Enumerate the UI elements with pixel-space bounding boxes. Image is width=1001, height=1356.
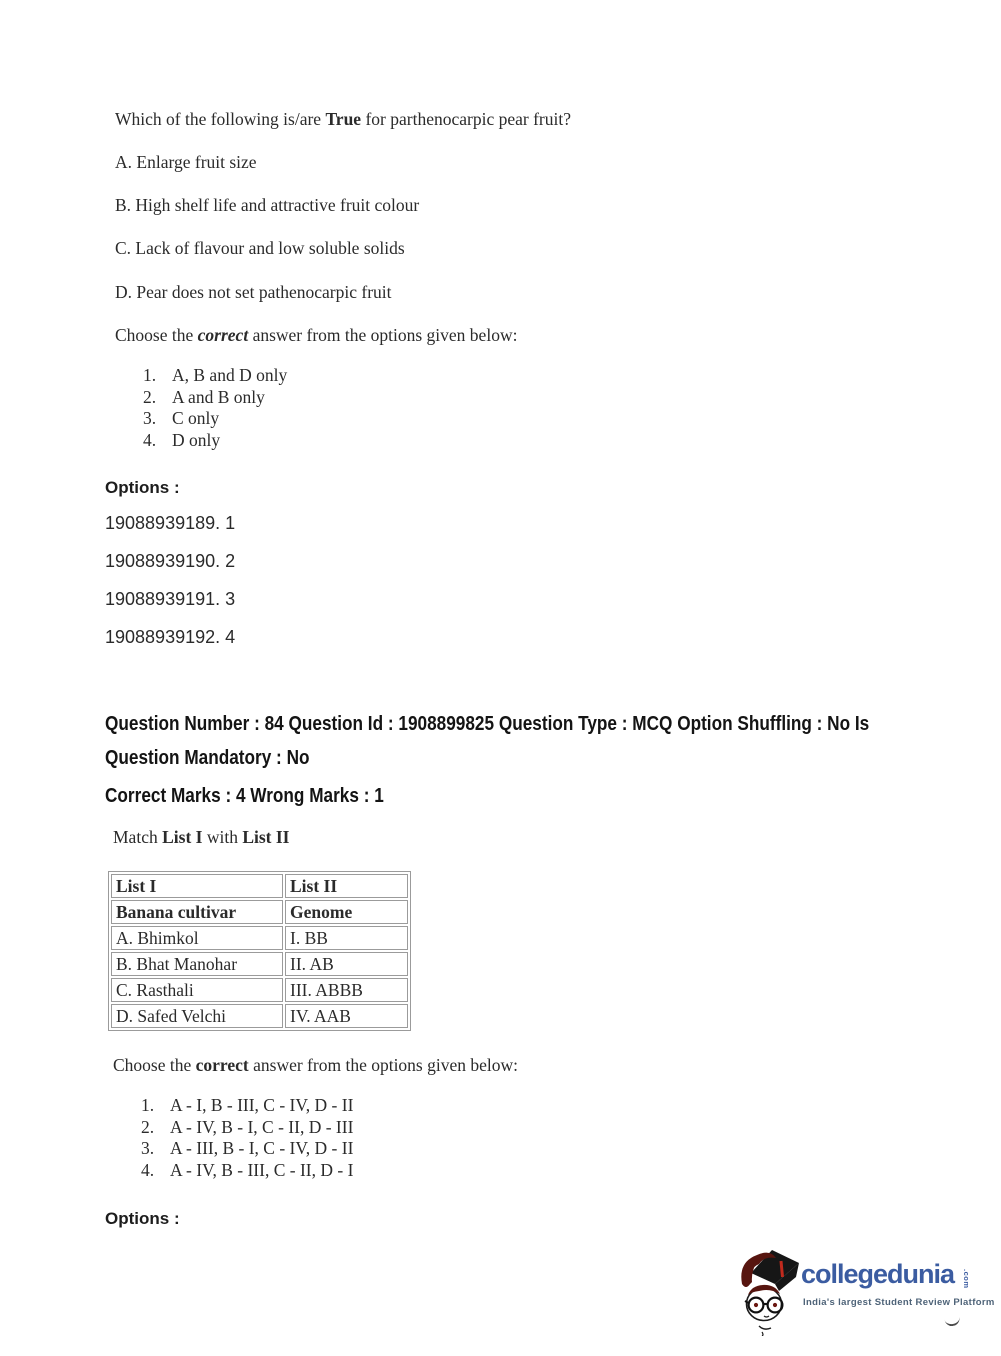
choice-number: 2. bbox=[143, 386, 157, 407]
table-cell: D. Safed Velchi bbox=[111, 1004, 283, 1028]
statement-c: C. Lack of flavour and low soluble solids bbox=[115, 238, 405, 258]
table-cell: I. BB bbox=[285, 926, 408, 950]
swoosh-icon bbox=[944, 1316, 960, 1327]
table-cell: C. Rasthali bbox=[111, 978, 283, 1002]
option-id-list bbox=[105, 504, 235, 656]
choice-number: 3. bbox=[143, 408, 157, 428]
table-header-cell: List I bbox=[111, 874, 283, 898]
choice-text: A - IV, B - I, C - II, D - III bbox=[170, 1116, 354, 1137]
question-meta-line3: Correct Marks : 4 Wrong Marks : 1 bbox=[105, 785, 384, 807]
match-list2: List II bbox=[242, 827, 290, 847]
match-list1: List I bbox=[162, 827, 203, 847]
choice-item bbox=[141, 1138, 353, 1160]
stem-suffix: for parthenocarpic pear fruit? bbox=[361, 109, 571, 129]
options-label: Options : bbox=[105, 1209, 180, 1228]
question-meta-line2: Question Mandatory : No bbox=[105, 747, 310, 769]
choose-prefix: Choose the bbox=[115, 325, 198, 345]
choose-suffix: answer from the options given below: bbox=[248, 1055, 519, 1075]
choice-item bbox=[143, 387, 287, 409]
choice-number: 1. bbox=[143, 365, 157, 385]
choice-text: D only bbox=[172, 429, 221, 450]
choice-number: 4. bbox=[143, 429, 157, 450]
match-mid: with bbox=[202, 827, 243, 847]
choice-list bbox=[141, 1095, 353, 1181]
choice-number: 3. bbox=[141, 1138, 155, 1158]
table-header-cell: Genome bbox=[285, 900, 408, 924]
choice-list bbox=[143, 365, 287, 451]
table-cell: III. ABBB bbox=[285, 978, 408, 1002]
option-id: 19088939189. 1 bbox=[105, 513, 236, 533]
choice-item bbox=[143, 365, 287, 387]
choice-text: A - III, B - I, C - IV, D - II bbox=[170, 1138, 354, 1158]
statement-a: A. Enlarge fruit size bbox=[115, 152, 257, 172]
table-cell: II. AB bbox=[285, 952, 408, 976]
match-prefix: Match bbox=[113, 827, 163, 847]
collegedunia-logo bbox=[737, 1245, 995, 1340]
stem-prefix: Which of the following is/are bbox=[115, 109, 326, 129]
choose-prefix: Choose the bbox=[113, 1055, 196, 1075]
table-row bbox=[111, 952, 408, 976]
choice-text: A, B and D only bbox=[172, 365, 288, 385]
table-cell: A. Bhimkol bbox=[111, 926, 283, 950]
table-cell: B. Bhat Manohar bbox=[111, 952, 283, 976]
table-row bbox=[111, 978, 408, 1002]
choose-suffix: answer from the options given below: bbox=[248, 325, 518, 345]
table-header-cell: Banana cultivar bbox=[111, 900, 283, 924]
choice-number: 2. bbox=[141, 1116, 155, 1137]
brand-name: collegedunia bbox=[801, 1259, 955, 1289]
collegedunia-mascot-icon bbox=[737, 1246, 801, 1336]
table-header-row bbox=[111, 874, 408, 898]
choose-instruction bbox=[113, 1055, 518, 1076]
brand-suffix: .com bbox=[962, 1269, 971, 1289]
choice-item bbox=[141, 1095, 353, 1117]
choose-emphasis: correct bbox=[197, 325, 249, 345]
stem-bold-word: True bbox=[325, 109, 362, 129]
choice-text: A - IV, B - III, C - II, D - I bbox=[170, 1159, 354, 1180]
choice-item bbox=[143, 430, 287, 452]
choose-instruction bbox=[115, 325, 517, 346]
match-table bbox=[108, 871, 411, 1031]
option-id: 19088939191. 3 bbox=[105, 589, 236, 609]
table-cell: IV. AAB bbox=[285, 1004, 408, 1028]
question-stem bbox=[115, 109, 571, 130]
choose-emphasis: correct bbox=[195, 1055, 249, 1075]
choice-item bbox=[141, 1117, 353, 1139]
choice-text: A and B only bbox=[172, 386, 265, 407]
choice-text: C only bbox=[172, 408, 220, 428]
options-label: Options : bbox=[105, 478, 180, 497]
option-id: 19088939192. 4 bbox=[105, 627, 236, 647]
brand-tagline: India's largest Student Review Platform bbox=[803, 1297, 995, 1308]
statement-b: B. High shelf life and attractive fruit colour bbox=[115, 195, 420, 215]
statement-d: D. Pear does not set pathenocarpic fruit bbox=[115, 282, 392, 302]
table-subheader-row bbox=[111, 900, 408, 924]
table-header-cell: List II bbox=[285, 874, 408, 898]
option-id: 19088939190. 2 bbox=[105, 551, 236, 571]
table-row bbox=[111, 926, 408, 950]
question-meta-line1: Question Number : 84 Question Id : 1908899825 Question Type : MCQ Option Shuffling : No Is bbox=[105, 713, 870, 735]
choice-text: A - I, B - III, C - IV, D - II bbox=[170, 1095, 354, 1115]
match-heading bbox=[113, 827, 290, 848]
choice-number: 1. bbox=[141, 1095, 155, 1115]
table-row bbox=[111, 1004, 408, 1028]
choice-item bbox=[141, 1160, 353, 1182]
choice-number: 4. bbox=[141, 1159, 155, 1180]
choice-item bbox=[143, 408, 287, 430]
